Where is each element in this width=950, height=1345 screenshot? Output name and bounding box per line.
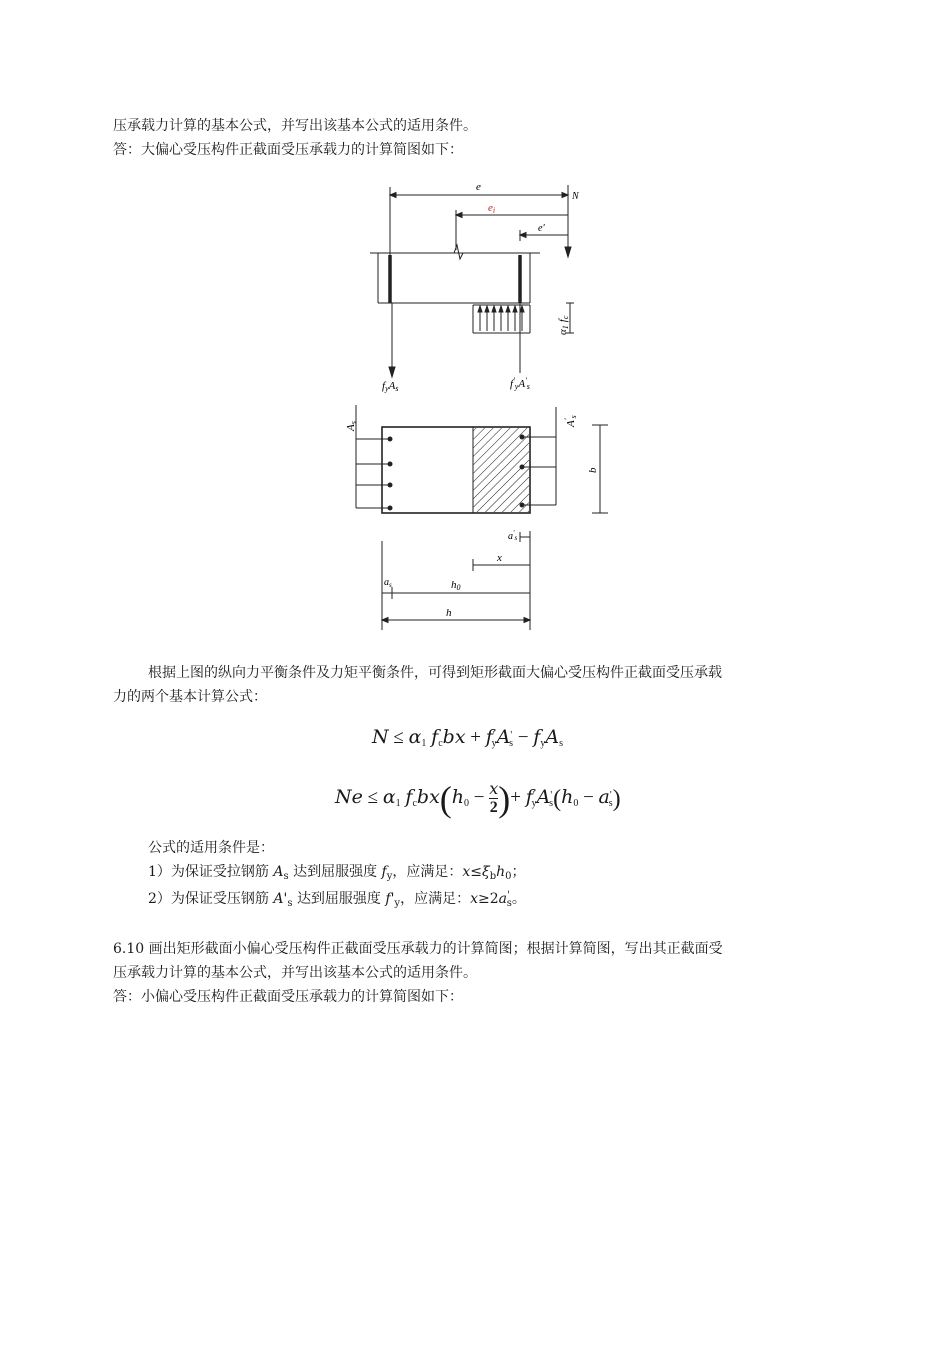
answer-6-10-intro: 答：小偏心受压构件正截面受压承载力的计算简图如下： (113, 989, 463, 1005)
formula-force-balance: $N \le \alpha_1$ $f_cbx + f'_yA'_s - f_yA_s$ (372, 726, 563, 749)
condition-2: 2）为保证受压钢筋 $A'_s$ 达到屈服强度 $f'_y$，应满足：$x\ge 2a'_s$。 (148, 890, 526, 909)
label-e-prime: e' (538, 223, 545, 234)
label-alpha-fc: α1fc (557, 315, 570, 335)
label-x: x (497, 552, 502, 564)
label-As: As (345, 421, 358, 431)
label-h0: h0 (451, 579, 461, 592)
label-N: N (572, 191, 579, 202)
formula-moment-balance: $Ne \le \alpha_1$ $f_cbx(h_0$ − $\frac{x}{2}$ )+ $f'_yA'_s(h_0 - a'_s)$ (335, 779, 621, 819)
condition-1: 1）为保证受拉钢筋 $A_s$ 达到屈服强度 $f_y$，应满足：$x\le\xi_bh_0$； (148, 864, 526, 882)
label-fy-As: fyAs (382, 380, 399, 393)
paragraph-continuation: 压承载力计算的基本公式，并写出该基本公式的适用条件。 (113, 118, 477, 134)
answer-intro: 答：大偏心受压构件正截面受压承载力的计算简图如下： (113, 142, 463, 158)
label-b: b (587, 467, 599, 473)
label-fy-prime-As-prime: $f'_yA'_s$ (510, 376, 530, 391)
conditions-title: 公式的适用条件是： (148, 840, 274, 856)
derivation-paragraph: 根据上图的纵向力平衡条件及力矩平衡条件，可得到矩形截面大偏心受压构件正截面受压承载 (148, 665, 722, 681)
question-6-10: 6.10 画出矩形截面小偏心受压构件正截面受压承载力的计算简图；根据计算简图，写出其正截面受 (113, 941, 723, 957)
label-as: $a_s$ (384, 577, 392, 589)
question-6-10-cont: 压承载力计算的基本公式，并写出该基本公式的适用条件。 (113, 965, 477, 981)
large-eccentric-compression-diagram (330, 175, 630, 640)
label-ei: ei (488, 202, 496, 215)
derivation-paragraph-cont: 力的两个基本计算公式： (113, 689, 267, 705)
label-as-prime: $a'_s$ (508, 529, 518, 542)
label-e: e (476, 181, 481, 193)
label-As-prime: $A'_s$ (563, 415, 578, 427)
label-h: h (446, 607, 452, 619)
